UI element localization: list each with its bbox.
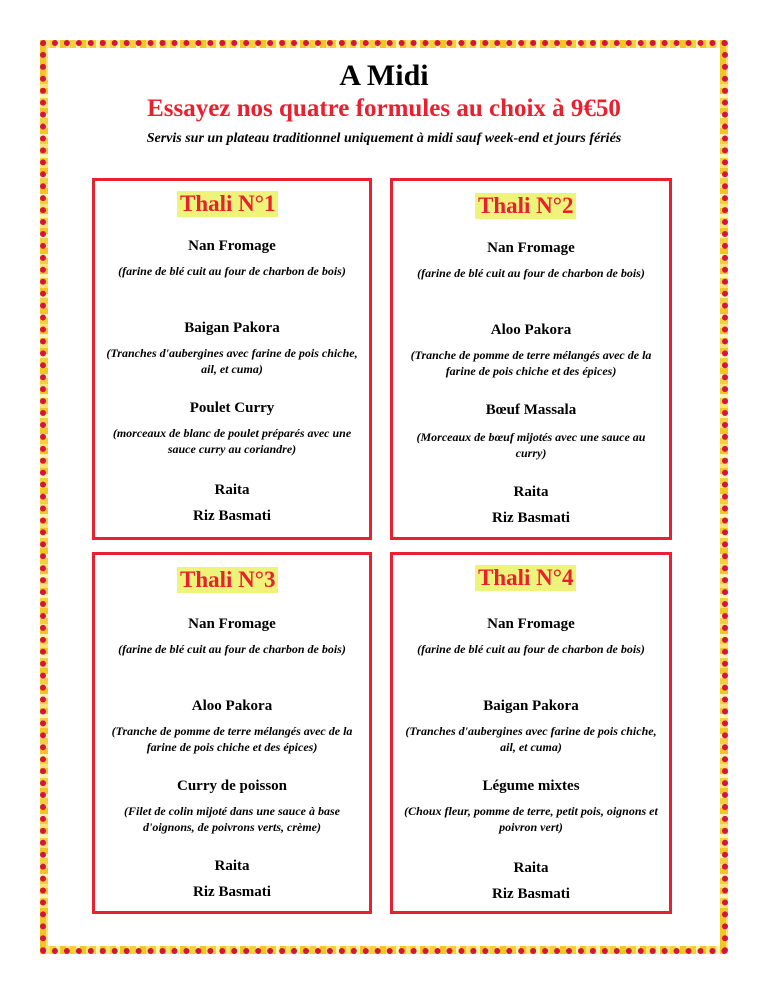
- thali-title: Thali N°2: [475, 193, 576, 219]
- menu-header: [48, 58, 720, 150]
- dish-description: (Choux fleur, pomme de terre, petit pois, oignons et poivron vert): [404, 804, 658, 834]
- dish-name: Légume mixtes: [482, 778, 580, 794]
- dish-name: Riz Basmati: [492, 510, 570, 526]
- dish-name: Poulet Curry: [189, 400, 275, 416]
- dish-name: Baigan Pakora: [184, 320, 280, 336]
- dish-name: Raita: [214, 482, 250, 498]
- dish-description: (farine de blé cuit au four de charbon de bois): [118, 264, 346, 278]
- dish-description: (farine de blé cuit au four de charbon de bois): [417, 266, 645, 280]
- dish-name: Raita: [513, 484, 549, 500]
- dish-name: Riz Basmati: [492, 886, 570, 902]
- dish-description: (Tranches d'aubergines avec farine de pois chiche, ail, et cuma): [405, 724, 657, 754]
- dish-name: Riz Basmati: [193, 508, 271, 524]
- dish-name: Baigan Pakora: [483, 698, 579, 714]
- thali-card-2: [390, 178, 672, 540]
- dish-description: (Morceaux de bœuf mijotés avec une sauce au curry): [416, 430, 646, 460]
- dish-name: Nan Fromage: [188, 616, 276, 632]
- dish-description: (Tranche de pomme de terre mélangés avec de la farine de pois chiche et des épices): [111, 724, 353, 754]
- dish-name: Aloo Pakora: [490, 322, 572, 338]
- thali-title: Thali N°3: [177, 567, 278, 593]
- dish-name: Nan Fromage: [487, 240, 575, 256]
- dish-name: Curry de poisson: [176, 778, 288, 794]
- dish-name: Nan Fromage: [487, 616, 575, 632]
- dish-description: (Tranches d'aubergines avec farine de pois chiche, ail, et cuma): [106, 346, 358, 376]
- dish-description: (farine de blé cuit au four de charbon de bois): [118, 642, 346, 656]
- dish-name: Bœuf Massala: [485, 402, 577, 418]
- thali-title: Thali N°1: [177, 191, 278, 217]
- dish-name: Nan Fromage: [188, 238, 276, 254]
- dish-description: (Tranche de pomme de terre mélangés avec de la farine de pois chiche et des épices): [410, 348, 652, 378]
- thali-title: Thali N°4: [475, 565, 576, 591]
- dish-description: (farine de blé cuit au four de charbon de bois): [417, 642, 645, 656]
- dish-name: Raita: [214, 858, 250, 874]
- price-offer-subtitle: Essayez nos quatre formules au choix à 9€50: [147, 95, 621, 122]
- dish-name: Raita: [513, 860, 549, 876]
- thali-card-1: [92, 178, 372, 540]
- dish-description: (Filet de colin mijoté dans une sauce à base d'oignons, de poivrons verts, crème): [124, 804, 340, 834]
- dish-name: Riz Basmati: [193, 884, 271, 900]
- service-note: Servis sur un plateau traditionnel uniquement à midi sauf week-end et jours fériés: [146, 131, 622, 146]
- thali-card-3: [92, 552, 372, 914]
- page-title: A Midi: [339, 59, 429, 92]
- dish-description: (morceaux de blanc de poulet préparés avec une sauce curry au coriandre): [112, 426, 352, 456]
- dish-name: Aloo Pakora: [191, 698, 273, 714]
- thali-card-4: [390, 552, 672, 914]
